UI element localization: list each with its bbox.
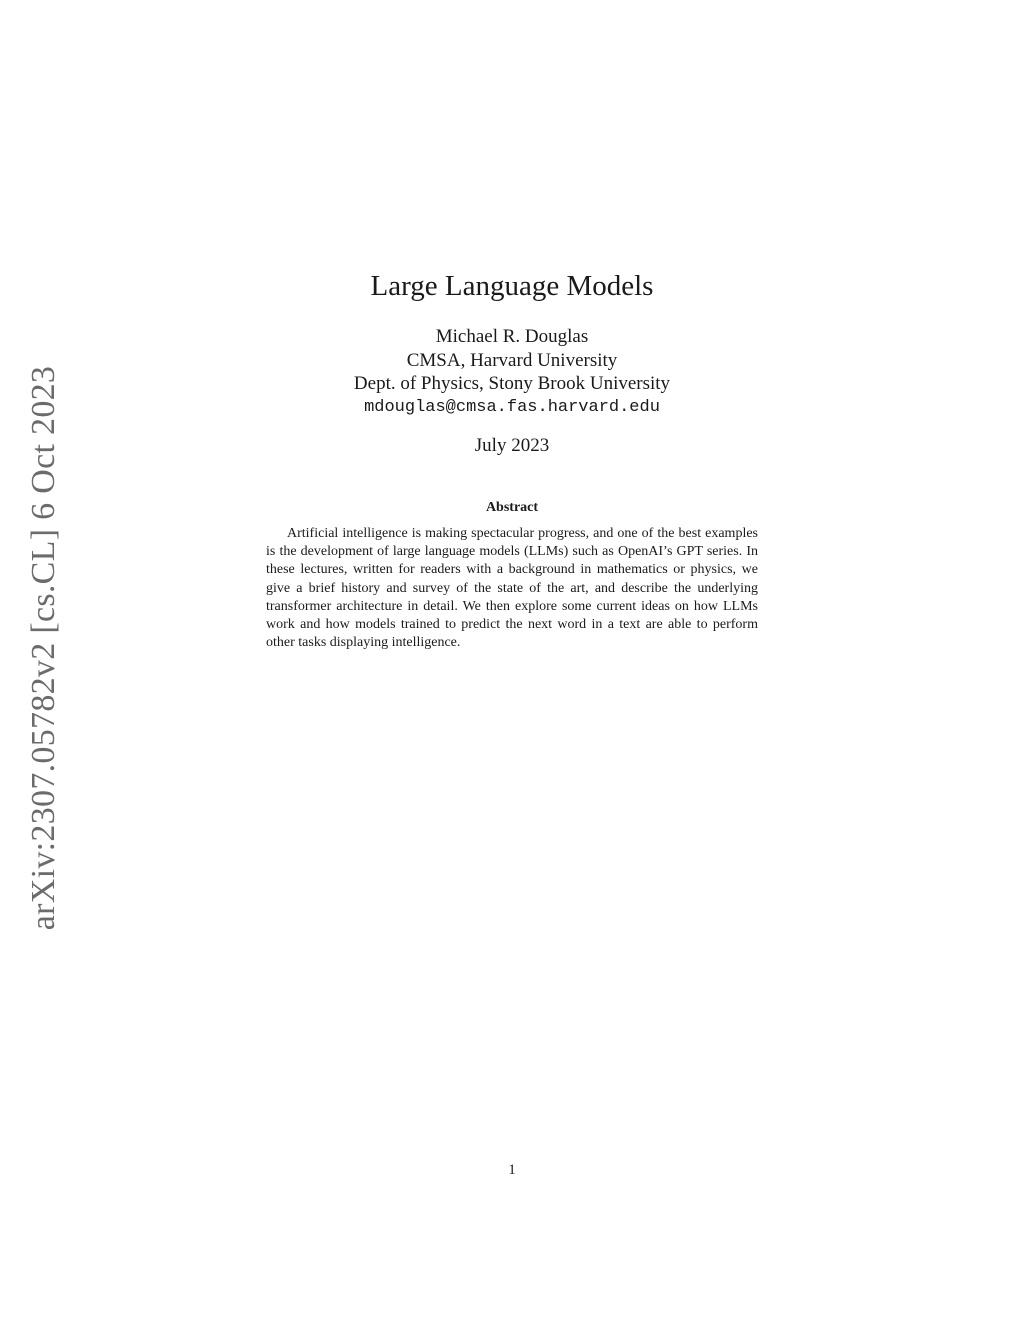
abstract-heading: Abstract <box>485 500 539 515</box>
author-block <box>0 325 1024 419</box>
abstract-text: Artificial intelligence is making spectacular progress, and one of the best examples is the development of large language models (LLMs) such as OpenAI’s GPT series. In these lectures, written for readers with a background in mathematics or physics, we give a brief history and survey of the state of the art, and describe the underlying transformer architecture in detail. We then explore some current ideas on how LLMs work and how models trained to predict the next word in a text are able to perform other tasks displaying intelligence. <box>266 526 758 651</box>
author-affiliation-harvard: CMSA, Harvard University <box>406 349 618 371</box>
page-number: 1 <box>508 1162 516 1178</box>
author-name: Michael R. Douglas <box>435 326 589 347</box>
author-email: mdouglas@cmsa.fas.harvard.edu <box>364 397 660 417</box>
paper-title: Large Language Models <box>370 270 654 302</box>
author-affiliation-stony-brook: Dept. of Physics, Stony Brook University <box>353 373 671 394</box>
arxiv-identifier-stamp: arXiv:2307.05782v2 [cs.CL] 6 Oct 2023 <box>25 365 62 931</box>
paper-date: July 2023 <box>474 435 550 456</box>
